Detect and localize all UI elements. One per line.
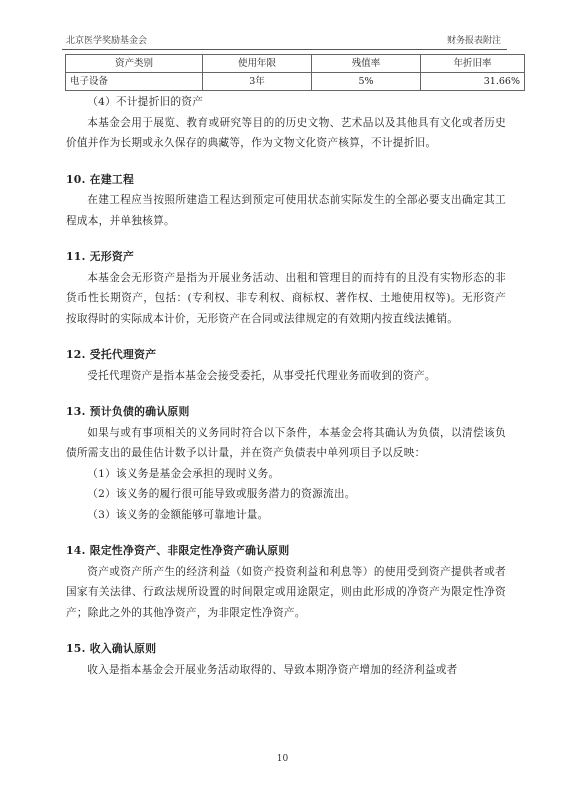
section-14-heading: 14. 限定性净资产、非限定性净资产确认原则 <box>66 544 290 557</box>
table-header-row <box>66 55 525 73</box>
section-13-paragraph: 如果与或有事项相关的义务同时符合以下条件，本基金会将其确认为负债，以清偿该负债所需支出的最佳估计数予以计量，并在资产负债表中单列项目予以反映： <box>66 426 506 459</box>
table-cell: 3年 <box>203 73 312 91</box>
section-13-item-2: （2）该义务的履行很可能导致或服务潜力的资源流出。 <box>87 488 356 500</box>
table-header-cell: 年折旧率 <box>421 55 525 73</box>
table-cell: 电子设备 <box>66 73 203 91</box>
header-section: 财务报表附注 <box>446 36 501 46</box>
table-cell: 5% <box>312 73 421 91</box>
table-row <box>66 73 525 91</box>
item-4-title: （4）不计提折旧的资产 <box>87 96 204 108</box>
section-13-heading: 13. 预计负债的确认原则 <box>66 405 190 418</box>
table-header-cell: 使用年限 <box>203 55 312 73</box>
section-12-heading: 12. 受托代理资产 <box>66 348 157 361</box>
header-divider <box>62 49 507 50</box>
table-cell: 31.66% <box>421 73 525 91</box>
section-11-paragraph: 本基金会无形资产是指为开展业务活动、出租和管理目的而持有的且没有实物形态的非货币性长期资产，包括：(专利权、非专利权、商标权、著作权、土地使用权等)。无形资产按取得时的实际成本计价，无形资产在合同或法律规定的有效期内按直线法摊销。 <box>66 271 506 325</box>
section-13-item-3: （3）该义务的金额能够可靠地计量。 <box>87 508 269 521</box>
header-organization: 北京医学奖励基金会 <box>66 36 148 46</box>
section-14-paragraph: 资产或资产所产生的经济利益（如资产投资利益和利息等）的使用受到资产提供者或者国家有关法律、行政法规所设置的时间限定或用途限定，则由此形成的净资产为限定性净资产；除此之外的其他净资产，为非限定性净资产。 <box>66 565 506 619</box>
table-header-cell: 资产类别 <box>66 55 203 73</box>
section-12-paragraph: 受托代理资产是指本基金会接受委托，从事受托代理业务而收到的资产。 <box>87 369 436 382</box>
page-header <box>62 34 507 48</box>
table-header-cell: 残值率 <box>312 55 421 73</box>
section-15-heading: 15. 收入确认原则 <box>66 642 157 655</box>
page-number: 10 <box>276 754 289 764</box>
section-15-paragraph: 收入是指本基金会开展业务活动取得的、导致本期净资产增加的经济利益或者 <box>87 663 458 676</box>
item-4-paragraph: 本基金会用于展览、教育或研究等目的的历史文物、艺术品以及其他具有文化或者历史价值并作为长期或永久保存的典藏等，作为文物文化资产核算，不计提折旧。 <box>66 116 506 149</box>
section-11-heading: 11. 无形资产 <box>66 250 135 263</box>
section-13-item-1: （1）该义务是基金会承担的现时义务。 <box>87 467 280 480</box>
section-10-paragraph: 在建工程应当按照所建造工程达到预定可使用状态前实际发生的全部必要支出确定其工程成本，并单独核算。 <box>66 194 506 227</box>
section-10-heading: 10. 在建工程 <box>66 172 135 186</box>
depreciation-table <box>65 54 525 91</box>
document-body <box>66 92 506 680</box>
